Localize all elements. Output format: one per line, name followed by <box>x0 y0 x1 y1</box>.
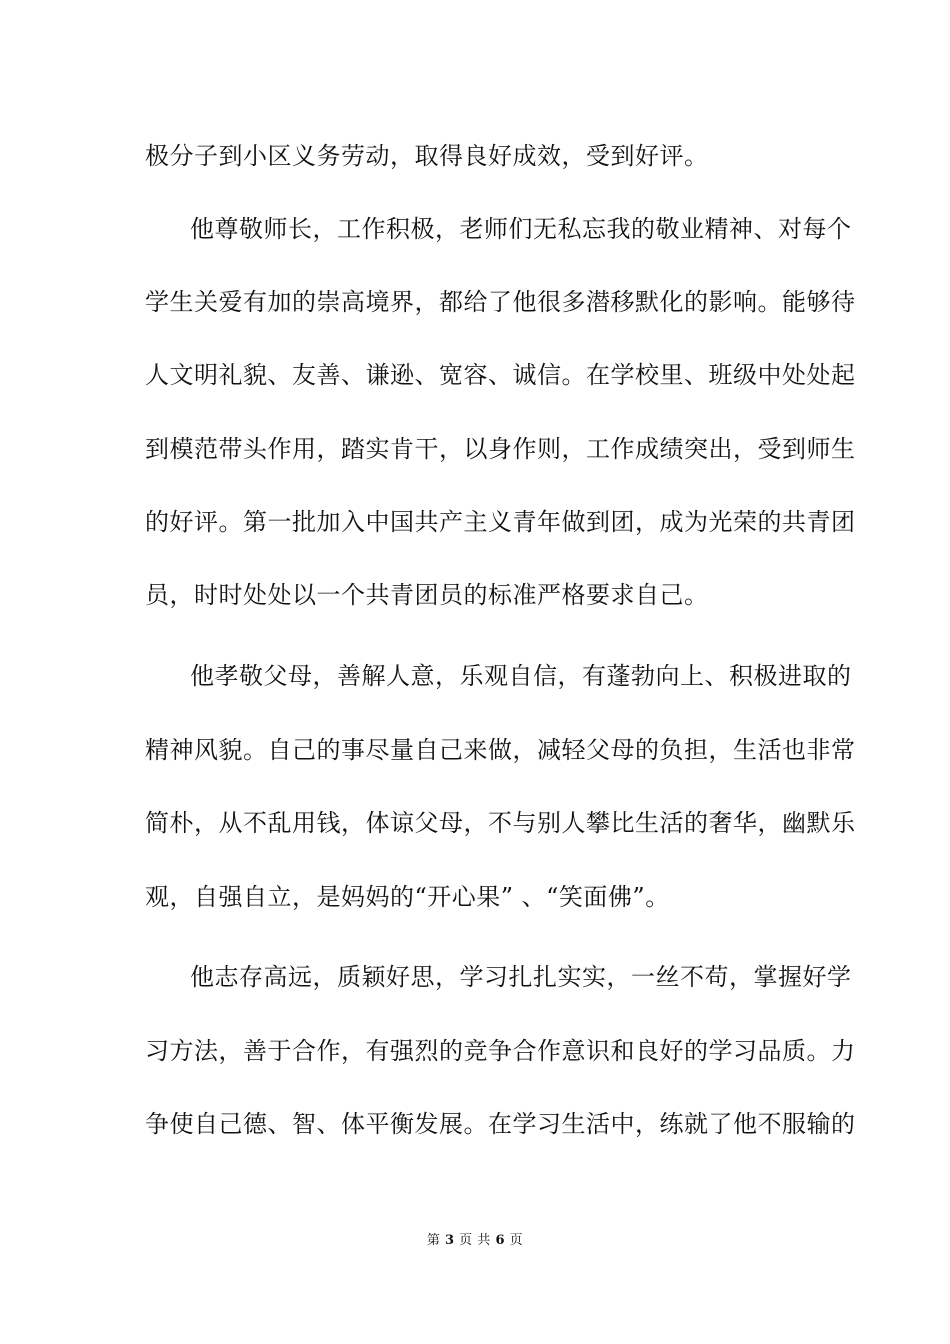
footer-middle: 页 共 <box>459 1233 491 1248</box>
text-line: 人文明礼貌、友善、谦逊、宽容、诚信。在学校里、班级中处处起 <box>145 361 856 389</box>
text-line: 简朴，从不乱用钱，体谅父母，不与别人攀比生活的奢华，幽默乐 <box>145 809 856 837</box>
current-page-number: 3 <box>444 1233 455 1248</box>
text-line: 习方法，善于合作，有强烈的竞争合作意识和良好的学习品质。力 <box>145 1037 856 1065</box>
text-line: 争使自己德、智、体平衡发展。在学习生活中，练就了他不服输的 <box>145 1110 856 1138</box>
paragraph-first-line: 他志存高远，质颖好思，学习扎扎实实，一丝不苟，掌握好学 <box>190 963 852 991</box>
footer-prefix: 第 <box>426 1233 441 1248</box>
text-line: 到模范带头作用，踏实肯干，以身作则，工作成绩突出，受到师生 <box>145 435 856 463</box>
text-line: 员，时时处处以一个共青团员的标准严格要求自己。 <box>145 581 709 609</box>
paragraph-first-line: 他孝敬父母，善解人意，乐观自信，有蓬勃向上、积极进取的 <box>190 662 852 690</box>
text-line: 精神风貌。自己的事尽量自己来做，减轻父母的负担，生活也非常 <box>145 736 856 764</box>
page-footer <box>0 1232 950 1250</box>
total-page-number: 6 <box>495 1233 505 1248</box>
footer-suffix: 页 <box>509 1233 524 1248</box>
text-line: 学生关爱有加的崇高境界，都给了他很多潜移默化的影响。能够待 <box>145 288 856 316</box>
paragraph-first-line: 他尊敬师长，工作积极，老师们无私忘我的敬业精神、对每个 <box>190 215 852 243</box>
text-line: 极分子到小区义务劳动，取得良好成效，受到好评。 <box>145 142 709 170</box>
text-line: 观，自强自立，是妈妈的“开心果” 、“笑面佛”。 <box>145 883 670 911</box>
text-line: 的好评。第一批加入中国共产主义青年做到团，成为光荣的共青团 <box>145 508 856 536</box>
